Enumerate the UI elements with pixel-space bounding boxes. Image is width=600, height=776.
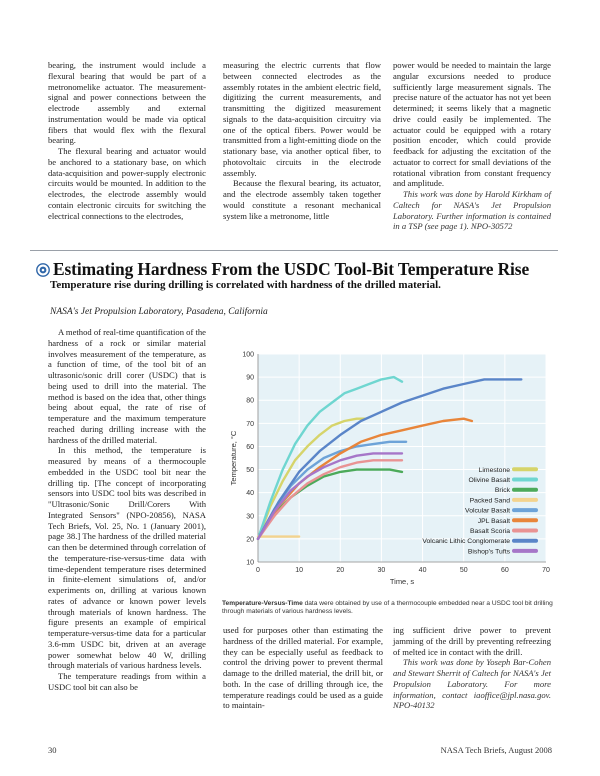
legend-label: Limestone [478,466,510,474]
article-column-1 [48,327,206,693]
paragraph: used for purposes other than estimating the hardness of the drilled material. For example, they can be especially useful as feedback to control the driving power to prevent thermal damage to the drilled material, the drill bit, or both. In the case of drilling through ice, the temperature readings could be used as a guide to maintain- [223,625,383,711]
paragraph: Because the flexural bearing, its actuator, and the electrode assembly taken together would constitute a resonant mechanical system like a metronome, little [223,178,381,221]
article-column-2 [223,625,383,711]
paragraph: bearing, the instrument would include a flexural bearing that would be part of a metronomelike actuator. The measurement-signal and power connections between the electrode assembly and external instrumentation would be made via optical fibers that would flex with the flexural bearing. [48,60,206,146]
x-tick-label: 70 [542,567,550,574]
info-bullet-icon [36,263,50,277]
legend-label: Packed Sand [469,497,510,505]
temperature-chart-svg [222,338,558,597]
paragraph: The temperature readings from within a USDC tool bit can also be [48,671,206,692]
x-axis-label: Time, s [389,577,415,586]
y-tick-label: 80 [246,397,254,405]
y-tick-label: 70 [246,420,254,428]
top-column-1 [48,60,206,221]
paragraph: The flexural bearing and actuator would be anchored to a stationary base, on which data-acquisition and power-supply electronic circuits would be mounted. In addition to the electrodes, the electrode assembly would contain electronic circuits for switching the electrical connections to the electrodes, [48,146,206,221]
article-subtitle: Temperature rise during drilling is correlated with hardness of the drilled material. [50,279,441,291]
y-tick-label: 20 [246,536,254,544]
y-tick-label: 60 [246,443,254,451]
article-title-text: Estimating Hardness From the USDC Tool-Bit Temperature Rise [53,259,530,279]
legend-label: Basalt Scoria [469,528,510,535]
legend-label: JPL Basalt [477,517,510,525]
y-tick-label: 30 [246,513,254,521]
top-column-3 [393,60,551,232]
chart-caption-bold: Temperature-Versus-Time [222,600,303,607]
legend-label: Volcular Basalt [465,507,510,515]
y-axis-label: Temperature, °C [229,430,238,486]
chart-caption [222,600,558,616]
article-title [36,259,566,280]
legend-label: Bishop's Tufts [467,548,510,556]
credit-paragraph: This work was done by Harold Kirkham of Caltech for NASA's Jet Propulsion Laboratory. Further information is contained in a TSP (see page 1). NPO-30572 [393,189,551,232]
paragraph: ing sufficient drive power to prevent jamming of the drill by preventing refreezing of melted ice in contact with the drill. [393,625,551,657]
y-tick-label: 90 [246,374,254,382]
paragraph: In this method, the temperature is measured by means of a thermocouple embedded in the USDC tool bit near the drilling tip. [The concept of incorporating sensors into USDC tool bits was described in "Ultrasonic/Sonic Drill/Corers With Integrated Sensors" (NPO-20856), NASA Tech Briefs, Vol. 25, No. 1 (January 2001), page 38.] The hardness of the drilled material can then be determined through correlation of the temperature-rise-versus-time data with time-dependent temperature rises determined in finite-element simulations of, and/or experiments on, drilling at various known rates of advance or known power levels through materials of known hardness. The figure presents an example of empirical temperature-versus-time data for a particular 3.6-mm USDC bit, driven at an average power somewhat below 40 W, drilling through materials of various hardness levels. [48,445,206,671]
x-tick-label: 40 [418,567,427,574]
x-tick-label: 60 [500,567,509,574]
page-number: 30 [48,745,57,755]
y-tick-label: 40 [246,490,254,498]
article-affiliation: NASA's Jet Propulsion Laboratory, Pasadena, California [50,307,268,317]
legend-label: Olivine Basalt [468,477,510,484]
publication-info: NASA Tech Briefs, August 2008 [440,745,552,755]
paragraph: A method of real-time quantification of the hardness of a rock or similar material involves measurement of the temperature, as a function of time, of the tool bit of an ultrasonic/sonic drill corer (USDC) that is being used to drill into the material. The method is based on the idea that, other things being about equal, the rate of rise of temperature and the maximum temperature reached during drilling increase with the hardness of the drilled material. [48,327,206,445]
y-tick-label: 50 [246,467,254,475]
x-tick-label: 0 [256,567,260,574]
paragraph: power would be needed to maintain the large angular excursions needed to produce sufficiently large measurement signals. The precise nature of the actuator has not yet been determined; it seems likely that a magnetic drive could easily be implemented. The actuator could be equipped with a rotary position encoder, which could provide feedback for adjusting the excitation of the actuator to correct for small deviations of the rotational vibration from constant frequency and amplitude. [393,60,551,189]
legend-label: Volcanic Lithic Conglomerate [422,538,510,546]
article-column-3 [393,625,551,711]
paragraph: measuring the electric currents that flow between connected electrodes as the assembly rotates in the ambient electric field, digitizing the current measurements, and transmitting the digitized measurement signals to the data-acquisition circuitry via one of the optical fibers. Power would be transmitted from a light-emitting diode on the stationary base, via another optical fiber, to photovoltaic circuits in the electrode assembly. [223,60,381,178]
y-tick-label: 10 [246,559,254,567]
x-tick-label: 30 [377,567,386,574]
section-divider [30,250,558,251]
x-tick-label: 20 [336,567,345,574]
y-tick-label: 100 [242,351,254,359]
top-column-2 [223,60,381,221]
x-tick-label: 10 [295,567,304,574]
credit-paragraph: This work was done by Yoseph Bar-Cohen and Stewart Sherrit of Caltech for NASA's Jet Propulsion Laboratory. For more information, contact iaoffice@jpl.nasa.gov. NPO-40132 [393,657,551,711]
chart-caption-text: data were obtained by use of a thermocouple embedded near a USDC tool bit drilling through materials of various hardness levels. [222,600,553,616]
legend-label: Brick [494,487,510,495]
x-tick-label: 50 [459,567,468,574]
temperature-chart [222,338,558,597]
